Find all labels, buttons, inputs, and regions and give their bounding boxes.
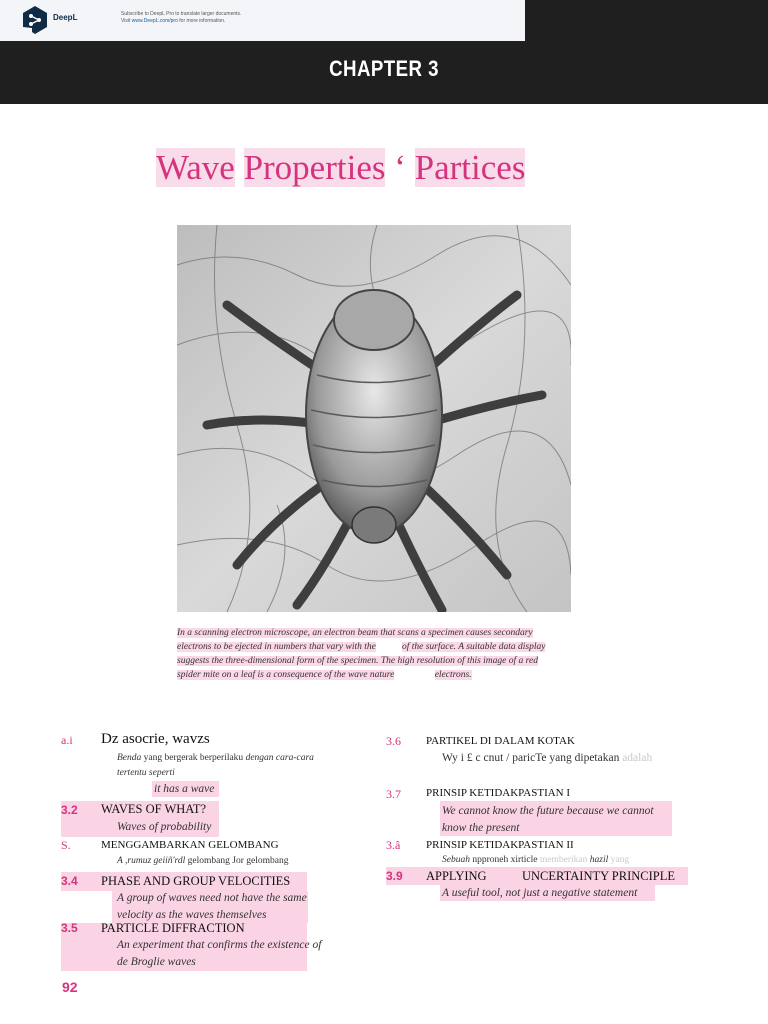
toc-sub-3-1-line2: tertentu seperti bbox=[117, 768, 175, 778]
toc-num-3-3: S. bbox=[61, 838, 71, 852]
chapter-band-top bbox=[525, 0, 768, 41]
toc-sub-3-4-line1: A group of waves need not have the same bbox=[117, 892, 307, 904]
spider-mite-micrograph bbox=[177, 225, 571, 612]
toc-sub-3-7-line1: We cannot know the future because we cannot bbox=[442, 805, 654, 817]
caption-line-3: suggests the three-dimensional form of the specimen. The high resolution of this image of a red bbox=[177, 656, 538, 666]
deepl-visit-text: Visit bbox=[121, 18, 131, 24]
toc-sub-3-9: A useful tool, not just a negative statement bbox=[442, 887, 638, 899]
title-word-properties: Properties bbox=[243, 148, 386, 187]
toc-head-3-2[interactable]: WAVES OF WHAT? bbox=[101, 802, 207, 816]
toc-head-3-4[interactable]: PHASE AND GROUP VELOCITIES bbox=[101, 874, 291, 888]
toc-head-3-9-part1[interactable]: APPLYING bbox=[426, 869, 487, 883]
toc-sub-3-2: Waves of probability bbox=[117, 821, 212, 833]
toc-head-3-6[interactable]: PARTIKEL DI DALAM KOTAK bbox=[426, 735, 575, 747]
toc-num-3-7: 3.7 bbox=[386, 787, 401, 801]
deepl-banner bbox=[0, 0, 525, 42]
deepl-brand-name: DeepL bbox=[53, 13, 78, 22]
deepl-logo-icon bbox=[22, 5, 48, 35]
toc-sub-3-5-line1: An experiment that confirms the existence of bbox=[117, 939, 322, 951]
toc-sub-3-6: Wy i £ c cnut / paricTe yang dipetakan adalah bbox=[442, 752, 653, 764]
title-word-partic: Partic bbox=[414, 148, 497, 187]
toc-head-3-3[interactable]: MENGGAMBARKAN GELOMBANG bbox=[101, 839, 279, 851]
deepl-pro-link[interactable]: www.DeepL.com/pro bbox=[131, 18, 178, 24]
toc-head-3-5[interactable]: PARTICLE DIFFRACTION bbox=[101, 921, 245, 935]
toc-num-3-4: 3.4 bbox=[61, 874, 78, 888]
toc-sub-3-7-line2: know the present bbox=[442, 822, 520, 834]
toc-head-3-1[interactable]: Dz asocrie, wavzs bbox=[101, 731, 210, 747]
toc-head-3-8[interactable]: PRINSIP KETIDAKPASTIAN II bbox=[426, 839, 574, 851]
deepl-more-info-text: for more information. bbox=[179, 18, 226, 24]
toc-head-3-9-part2[interactable]: UNCERTAINTY PRINCIPLE bbox=[522, 869, 675, 883]
toc-sub-3-8: Sebuah npproneh xirticle memberikan hazil yang bbox=[442, 855, 630, 865]
caption-line-4: spider mite on a leaf is a consequence of the wave nature electrons. bbox=[177, 670, 472, 680]
title-fragment-of: ʻ bbox=[394, 148, 406, 187]
title-word-wave: Wave bbox=[156, 148, 235, 187]
toc-num-3-8: 3.â bbox=[386, 838, 401, 852]
page-number: 92 bbox=[62, 979, 78, 995]
figure-caption bbox=[177, 626, 569, 682]
toc-num-3-1: a.i bbox=[61, 733, 73, 747]
caption-line-1: In a scanning electron microscope, an electron beam that scans a specimen causes secondary bbox=[177, 628, 533, 638]
title-word-es: es bbox=[496, 148, 526, 187]
toc-head-3-7[interactable]: PRINSIP KETIDAKPASTIAN I bbox=[426, 787, 571, 799]
toc-num-3-2: 3.2 bbox=[61, 803, 78, 817]
chapter-label: CHAPTER 3 bbox=[329, 56, 439, 81]
chapter-title bbox=[156, 148, 525, 188]
toc-sub-3-1-line1: Benda yang bergerak berperilaku dengan cara-cara bbox=[117, 753, 314, 763]
toc-sub-3-1-line3: it has a wave bbox=[154, 783, 215, 795]
toc-num-3-6: 3.6 bbox=[386, 734, 401, 748]
toc-num-3-9: 3.9 bbox=[386, 869, 403, 883]
toc-sub-3-3: A ,rumuz geiiñ'rdl gelombang Jor gelombang bbox=[117, 856, 289, 866]
toc-sub-3-4-line2: velocity as the waves themselves bbox=[117, 909, 267, 921]
caption-line-2: electrons to be ejected in numbers that vary with the of the surface. A suitable data display bbox=[177, 642, 546, 652]
toc-sub-3-5-line2: de Broglie waves bbox=[117, 956, 196, 968]
toc-num-3-5: 3.5 bbox=[61, 921, 78, 935]
deepl-message-line2 bbox=[121, 18, 381, 25]
deepl-subscribe-message bbox=[121, 11, 381, 25]
deepl-message-line1: Subscribe to DeepL Pro to translate larger documents. bbox=[121, 11, 242, 17]
